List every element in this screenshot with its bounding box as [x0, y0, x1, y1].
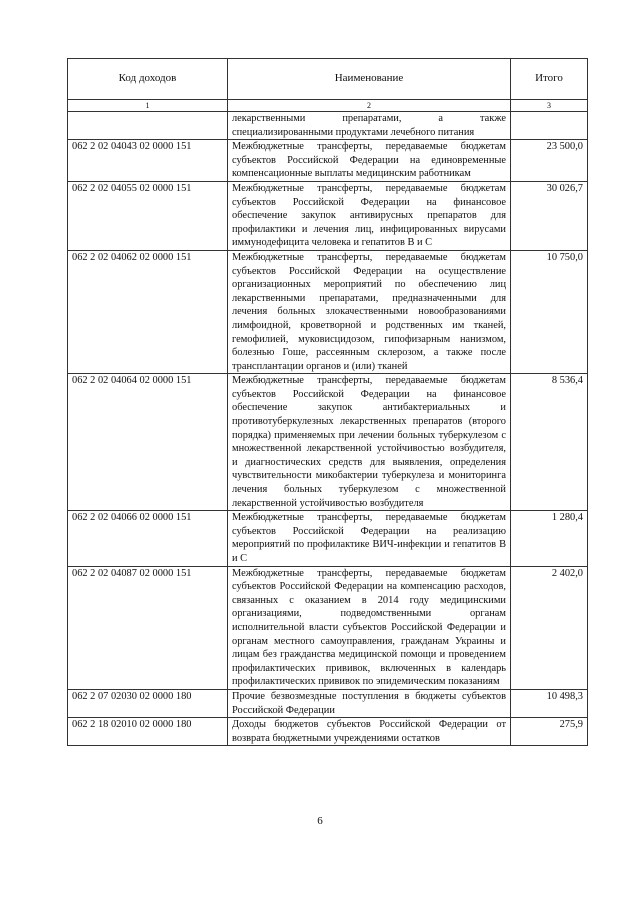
row-code: 062 2 02 04066 02 0000 151	[68, 511, 228, 566]
table-header	[68, 59, 588, 112]
table-row	[68, 112, 588, 140]
table-row	[68, 566, 588, 689]
row-total: 23 500,0	[511, 140, 588, 182]
row-name: Межбюджетные трансферты, передаваемые бюджетам субъектов Российской Федерации на финансовое обеспечение закупок антивирусных препаратов для профилактики и лечения лиц, инфицированных вирусами иммунодефицита человека и гепатитов B и C	[228, 181, 511, 250]
row-code: 062 2 02 04087 02 0000 151	[68, 566, 228, 689]
table-row	[68, 718, 588, 746]
row-name: лекарственными препаратами, а также специализированными продуктами лечебного питания	[228, 112, 511, 140]
row-name: Прочие безвозмездные поступления в бюджеты субъектов Российской Федерации	[228, 689, 511, 717]
row-name: Межбюджетные трансферты, передаваемые бюджетам субъектов Российской Федерации на единовременные компенсационные выплаты медицинским работникам	[228, 140, 511, 182]
row-code: 062 2 18 02010 02 0000 180	[68, 718, 228, 746]
row-code: 062 2 02 04064 02 0000 151	[68, 374, 228, 511]
page-number: 6	[317, 815, 323, 827]
row-code: 062 2 02 04055 02 0000 151	[68, 181, 228, 250]
row-name: Межбюджетные трансферты, передаваемые бюджетам субъектов Российской Федерации на финансовое обеспечение закупок антибактериальных и противотуберкулезных лекарственных препаратов (второго порядка) применяемых при лечении больных туберкулезом с множественной лекарственной устойчивостью возбудителя, и диагностических средств для выявления, определения чувствительности микобактерии туберкулеза и мониторинга лечения больных туберкулезом с множественной лекарственной устойчивостью возбудителя	[228, 374, 511, 511]
row-name: Межбюджетные трансферты, передаваемые бюджетам субъектов Российской Федерации на реализацию мероприятий по профилактике ВИЧ-инфекции и гепатитов B и C	[228, 511, 511, 566]
table-body	[68, 112, 588, 746]
row-total: 8 536,4	[511, 374, 588, 511]
row-total: 1 280,4	[511, 511, 588, 566]
row-code: 062 2 07 02030 02 0000 180	[68, 689, 228, 717]
column-number: 1	[68, 100, 228, 112]
row-total	[511, 112, 588, 140]
column-number-row	[68, 100, 588, 112]
column-number: 3	[511, 100, 588, 112]
header-row	[68, 59, 588, 100]
row-name: Межбюджетные трансферты, передаваемые бюджетам субъектов Российской Федерации на осуществление организационных мероприятий по обеспечению лиц лекарственными препаратами, предназначенными для лечения больных злокачественными новообразованиями лимфоидной, кроветворной и родственных им тканей, гемофилией, муковисцидозом, гипофизарным нанизмом, болезнью Гоше, рассеянным склерозом, а также после трансплантации органов и (или) тканей	[228, 250, 511, 373]
row-code: 062 2 02 04062 02 0000 151	[68, 250, 228, 373]
header-code: Код доходов	[68, 59, 228, 100]
row-total: 30 026,7	[511, 181, 588, 250]
row-name: Доходы бюджетов субъектов Российской Федерации от возврата бюджетными учреждениями остатков	[228, 718, 511, 746]
row-total: 2 402,0	[511, 566, 588, 689]
header-total: Итого	[511, 59, 588, 100]
row-total: 10 498,3	[511, 689, 588, 717]
table-row	[68, 689, 588, 717]
revenue-table	[67, 58, 588, 746]
table-row	[68, 181, 588, 250]
table-row	[68, 511, 588, 566]
row-code: 062 2 02 04043 02 0000 151	[68, 140, 228, 182]
row-total: 275,9	[511, 718, 588, 746]
table-row	[68, 250, 588, 373]
table-row	[68, 140, 588, 182]
column-number: 2	[228, 100, 511, 112]
header-name: Наименование	[228, 59, 511, 100]
row-name: Межбюджетные трансферты, передаваемые бюджетам субъектов Российской Федерации на компенсацию расходов, связанных с оказанием в 2014 году медицинскими организациями, подведомственными органам исполнительной власти субъектов Российской Федерации и органам местного самоуправления, гражданам Украины и лицам без гражданства медицинской помощи и проведением профилактических прививок, включенных в календарь профилактических прививок по эпидемическим показаниям	[228, 566, 511, 689]
row-code	[68, 112, 228, 140]
table-row	[68, 374, 588, 511]
row-total: 10 750,0	[511, 250, 588, 373]
